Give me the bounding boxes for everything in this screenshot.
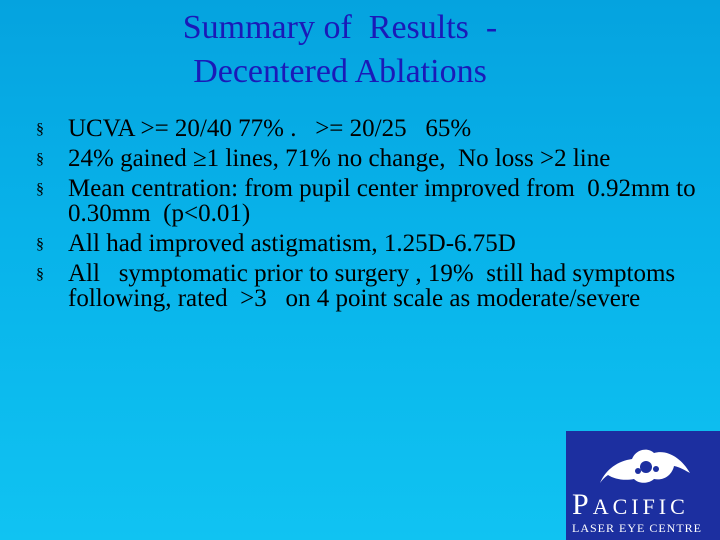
bullet-item bbox=[36, 146, 696, 171]
bullet-text: Mean centration: from pupil center improved from 0.92mm to 0.30mm (p<0.01) bbox=[68, 175, 702, 227]
bullet-icon: § bbox=[36, 266, 44, 283]
logo-name bbox=[572, 488, 718, 521]
bullet-item bbox=[36, 175, 702, 227]
logo-tagline: LASER EYE CENTRE bbox=[572, 521, 702, 535]
bullet-icon: § bbox=[36, 236, 44, 253]
pacific-laser-eye-centre-logo bbox=[566, 431, 720, 540]
logo-name-rest: ACIFIC bbox=[592, 494, 689, 519]
bullet-item bbox=[36, 116, 696, 141]
bullet-icon: § bbox=[36, 151, 44, 168]
eye-emblem-icon bbox=[596, 439, 696, 491]
bullet-text: UCVA >= 20/40 77% . >= 20/25 65% bbox=[68, 115, 472, 142]
bullet-item bbox=[36, 231, 696, 256]
logo-name-initial: P bbox=[572, 488, 593, 521]
bullet-text: All symptomatic prior to surgery , 19% still had symptoms following, rated >3 on 4 point scale as moderate/severe bbox=[68, 260, 682, 312]
bullet-list bbox=[36, 115, 702, 316]
bullet-icon: § bbox=[36, 181, 44, 198]
bullet-item bbox=[36, 261, 696, 311]
slide-title-line-1: Summary of Results - bbox=[182, 9, 498, 46]
bullet-icon: § bbox=[36, 121, 44, 138]
bullet-text: 24% gained ≥1 lines, 71% no change, No loss >2 line bbox=[68, 145, 611, 172]
bullet-text: All had improved astigmatism, 1.25D-6.75D bbox=[68, 230, 516, 257]
slide-title-line-2: Decentered Ablations bbox=[193, 53, 487, 90]
slide-title bbox=[0, 6, 680, 94]
